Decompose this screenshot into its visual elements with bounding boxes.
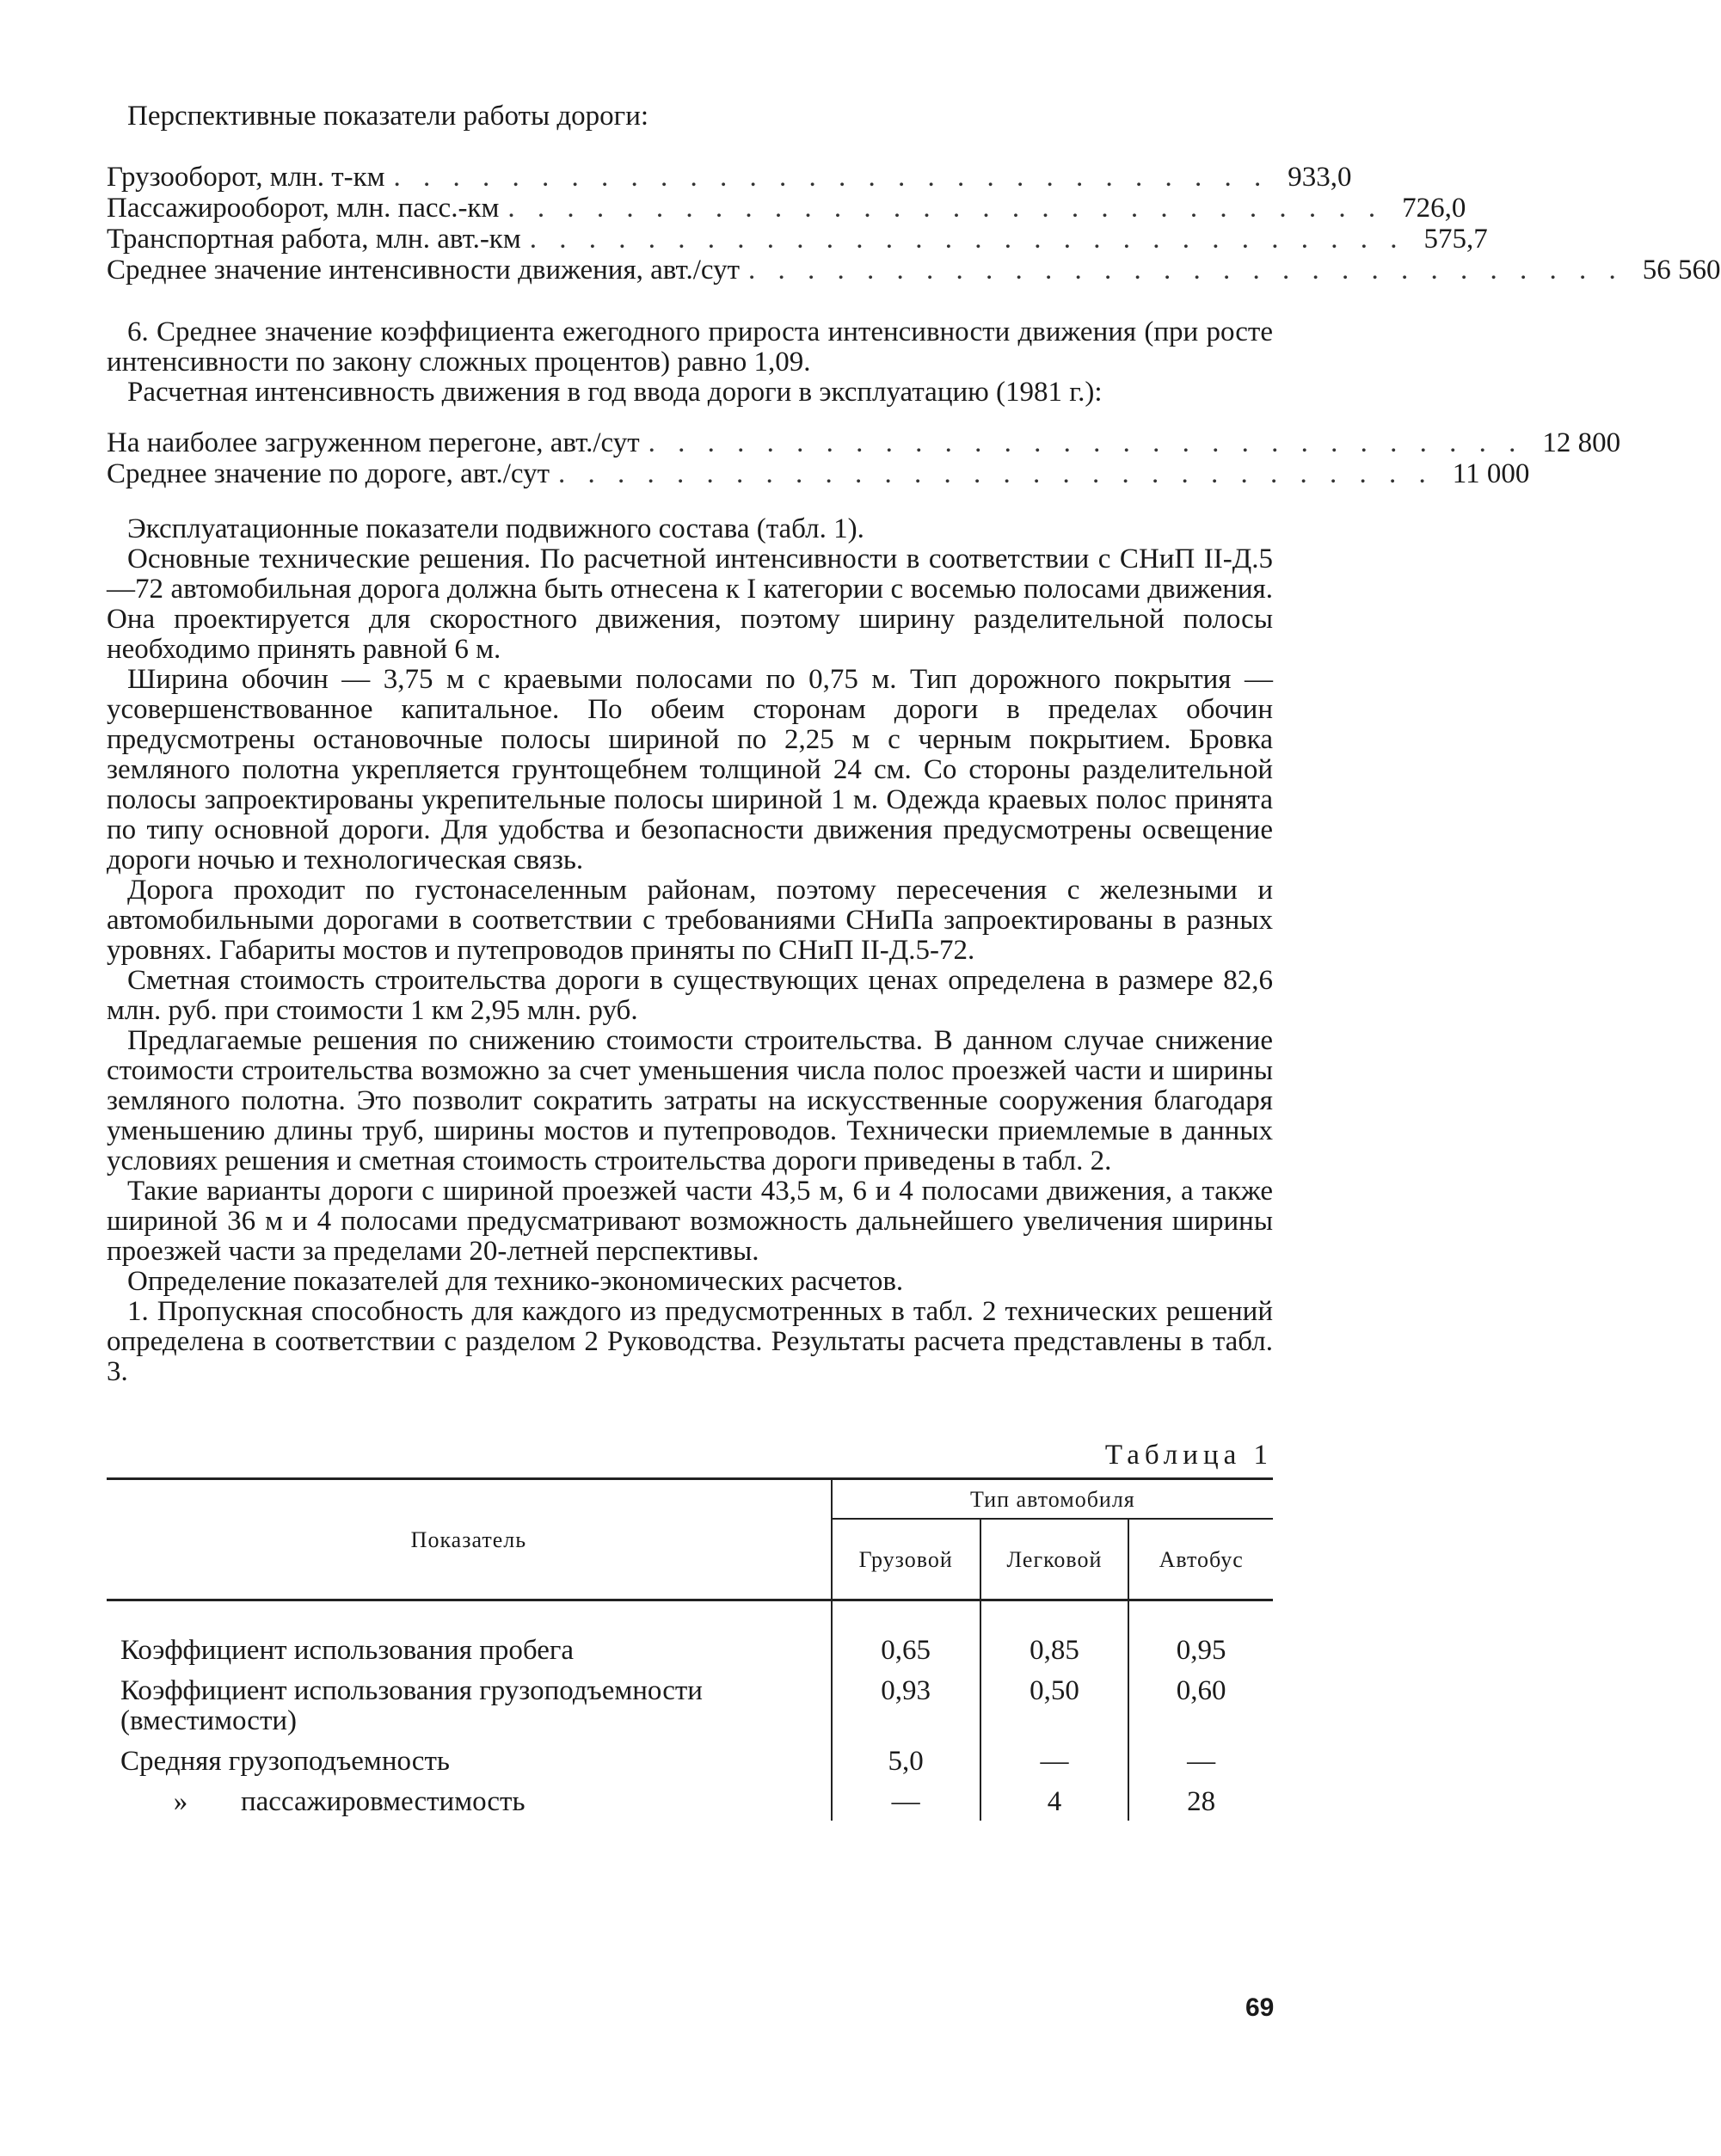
cell-value: 4 — [980, 1780, 1129, 1821]
stat-value: 11 000 — [1452, 458, 1530, 489]
stat-row — [107, 224, 1488, 255]
row-label-cell — [107, 1780, 832, 1821]
table-row — [107, 1740, 1273, 1780]
row-label: Коэффициент использования пробега — [120, 1635, 575, 1666]
cell-value: 28 — [1128, 1780, 1273, 1821]
column-header: Автобус — [1128, 1519, 1273, 1600]
stat-value: 575,7 — [1423, 224, 1488, 255]
row-label: Средняя грузоподъемность — [120, 1746, 450, 1777]
stat-label: Пассажирооборот, млн. пасс.-км — [107, 193, 500, 224]
paragraph: Дорога проходит по густонаселенным районам, поэтому пересечения с железными и автомобильными дорогами в соответствии с требованиями СНиПа запроектированы в разных уровнях. Габариты мостов и путепроводов приняты по СНиП II-Д.5-72. — [107, 875, 1273, 966]
row-label: пассажировместимость — [241, 1786, 526, 1817]
paragraph: Ширина обочин — 3,75 м с краевыми полосами по 0,75 м. Тип дорожного покрытия — усовершенствованное капитальное. По обеим сторонам дороги в пределах обочин предусмотрены остановочные полосы шириной по 2,25 м с черным покрытием. Бровка земляного полотна укрепляется грунтощебнем толщиной 24 см. Со стороны разделительной полосы запроектированы укрепительные полосы шириной 1 м. Одежда краевых полос принята по типу основной дороги. Для удобства и безопасности движения предусмотрены освещение дороги ночью и технологическая связь. — [107, 664, 1273, 875]
stat-value: 933,0 — [1288, 162, 1352, 193]
stat-value: 56 560 — [1642, 255, 1721, 286]
body-text — [107, 514, 1273, 1387]
paragraph-calc-intensity: Расчетная интенсивность движения в год ввода дороги в эксплуатацию (1981 г.): — [127, 377, 1103, 408]
stat-label: Транспортная работа, млн. авт.-км — [107, 224, 521, 255]
table-caption: Таблица 1 — [1104, 1440, 1273, 1471]
paragraph: Сметная стоимость строительства дороги в существующих ценах определена в размере 82,6 млн. руб. при стоимости 1 км 2,95 млн. руб. — [107, 965, 1273, 1026]
cell-value: 5,0 — [832, 1740, 980, 1780]
stat-row — [107, 458, 1530, 490]
paragraph: Эксплуатационные показатели подвижного состава (табл. 1). — [127, 513, 864, 544]
stat-value: 12 800 — [1542, 427, 1621, 458]
cell-value: — — [1128, 1740, 1273, 1780]
growth-block — [107, 317, 1273, 408]
cell-value: 0,60 — [1128, 1669, 1273, 1740]
cell-value: — — [832, 1780, 980, 1821]
table-row — [107, 1780, 1273, 1821]
table-row — [107, 1669, 1273, 1740]
stat-row — [107, 193, 1466, 224]
cell-value: 0,85 — [980, 1600, 1129, 1670]
paragraph: 1. Пропускная способность для каждого из предусмотренных в табл. 2 технических решений определена в соответствии с разделом 2 Руководства. Результаты расчета представлены в табл. 3. — [107, 1296, 1273, 1387]
leader-dots: . . . . . . . . . . . . . . . . . . . . . . . . . . . . . . — [507, 193, 1384, 224]
paragraph: Предлагаемые решения по снижению стоимости строительства. В данном случае снижение стоимости строительства возможно за счет уменьшения числа полос проезжей части и ширины земляного полотна. Это позволит сократить затраты на искусственные сооружения благодаря уменьшению длины труб, ширины мостов и путепроводов. Технически приемлемые в данных условиях решения и сметная стоимость строительства дороги приведены в табл. 2. — [107, 1025, 1273, 1176]
stat-label: На наиболее загруженном перегоне, авт./сут — [107, 427, 640, 458]
column-header: Грузовой — [832, 1519, 980, 1600]
row-label: Коэффициент использования грузоподъемности (вместимости) — [120, 1675, 703, 1736]
stat-value: 726,0 — [1402, 193, 1466, 224]
ditto-mark: » — [173, 1786, 188, 1817]
stat-label: Среднее значение интенсивности движения, авт./сут — [107, 255, 741, 286]
page-number: 69 — [1245, 1993, 1275, 2022]
column-group-header: Тип автомобиля — [832, 1479, 1273, 1520]
data-table — [107, 1477, 1273, 1821]
stat-row — [107, 427, 1621, 459]
leader-dots: . . . . . . . . . . . . . . . . . . . . . . . . . . . . . . — [558, 458, 1434, 489]
leader-dots: . . . . . . . . . . . . . . . . . . . . . . . . . . . . . . — [529, 224, 1405, 255]
leader-dots: . . . . . . . . . . . . . . . . . . . . . . . . . . . . . . — [648, 427, 1524, 458]
paragraph: Основные технические решения. По расчетной интенсивности в соответствии с СНиП II-Д.5—72 автомобильная дорога должна быть отнесена к I категории с восемью полосами движения. Она проектируется для скоростного движения, поэтому ширину разделительной полосы необходимо принять равной 6 м. — [107, 544, 1273, 665]
paragraph: Определение показателей для технико-экономических расчетов. — [127, 1266, 904, 1297]
paragraph: Такие варианты дороги с шириной проезжей части 43,5 м, 6 и 4 полосами движения, а также шириной 36 м и 4 полосами предусматривают возможность дальнейшего увеличения ширины проезжей части за пределами 20-летней перспективы. — [107, 1176, 1273, 1267]
stat-row — [107, 162, 1352, 193]
column-header-parameter: Показатель — [107, 1479, 832, 1600]
stat-label: Среднее значение по дороге, авт./сут — [107, 458, 550, 489]
intensity-list — [107, 427, 1621, 490]
cell-value: — — [980, 1740, 1129, 1780]
table-row — [107, 1600, 1273, 1670]
cell-value: 0,65 — [832, 1600, 980, 1670]
cell-value: 0,50 — [980, 1669, 1129, 1740]
stats-list — [107, 162, 1721, 286]
cell-value: 0,95 — [1128, 1600, 1273, 1670]
paragraph-growth: 6. Среднее значение коэффициента ежегодного прироста интенсивности движения (при росте интенсивности по закону сложных процентов) равно 1,09. — [107, 316, 1273, 378]
leader-dots: . . . . . . . . . . . . . . . . . . . . . . . . . . . . . . — [393, 162, 1269, 193]
column-header: Легковой — [980, 1519, 1129, 1600]
stat-label: Грузооборот, млн. т-км — [107, 162, 385, 193]
page-content — [107, 101, 1721, 1821]
stat-row — [107, 255, 1721, 286]
cell-value: 0,93 — [832, 1669, 980, 1740]
leader-dots: . . . . . . . . . . . . . . . . . . . . . . . . . . . . . . — [748, 255, 1624, 286]
section-heading: Перспективные показатели работы дороги: — [127, 101, 649, 132]
